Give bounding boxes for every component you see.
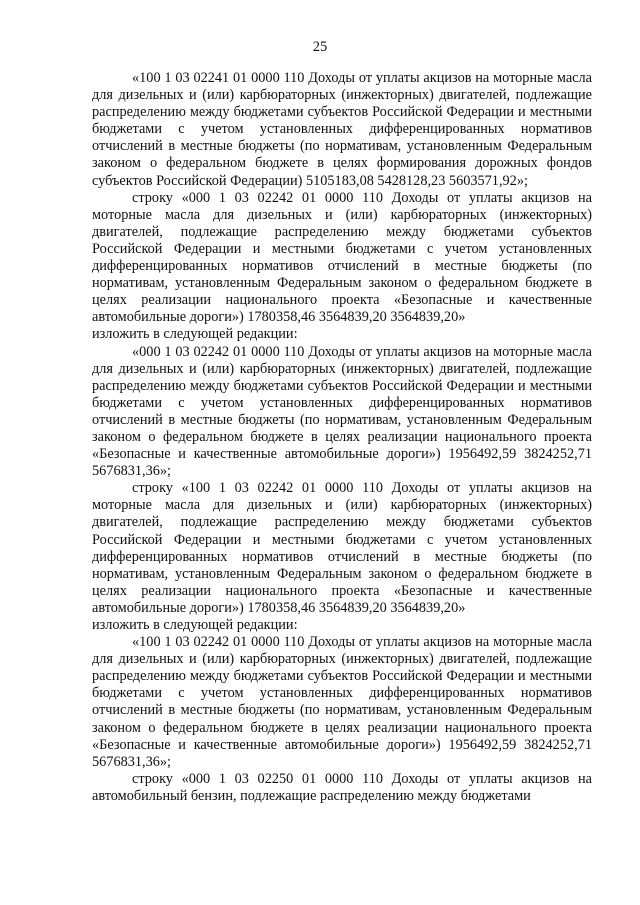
page-number: 25 [312, 39, 328, 55]
paragraph: строку «000 1 03 02250 01 0000 110 Доходы от уплаты акцизов на автомобильный бензин, подлежащие распределению между бюджетами [92, 770, 592, 804]
paragraph: строку «000 1 03 02242 01 0000 110 Доходы от уплаты акцизов на моторные масла для дизельных и (или) карбюраторных (инжекторных) двигателей, подлежащие распределению между бюджетами субъектов Российской Федерации и местными бюджетами с учетом установленных дифференцированных нормативов отчислений в местные бюджеты (по нормативам, установленным Федеральным законом о федеральном бюджете в целях реализации национального проекта «Безопасные и качественные автомобильные дороги») 1780358,46 3564839,20 3564839,20» [92, 189, 592, 326]
paragraph: строку «100 1 03 02242 01 0000 110 Доходы от уплаты акцизов на моторные масла для дизельных и (или) карбюраторных (инжекторных) двигателей, подлежащие распределению между бюджетами субъектов Российской Федерации и местными бюджетами с учетом установленных дифференцированных нормативов отчислений в местные бюджеты (по нормативам, установленным Федеральным законом о федеральном бюджете в целях реализации национального проекта «Безопасные и качественные автомобильные дороги») 1780358,46 3564839,20 3564839,20» [92, 480, 592, 616]
paragraph: «100 1 03 02242 01 0000 110 Доходы от уплаты акцизов на моторные масла для дизельных и (или) карбюраторных (инжекторных) двигателей, подлежащие распределению между бюджетами субъектов Российской Федерации и местными бюджетами с учетом установленных дифференцированных нормативов отчислений в местные бюджеты (по нормативам, установленным Федеральным законом о федеральном бюджете в целях реализации национального проекта «Безопасные и качественные автомобильные дороги») 1956492,59 3824252,71 5676831,36»; [92, 634, 592, 770]
paragraph: «000 1 03 02242 01 0000 110 Доходы от уплаты акцизов на моторные масла для дизельных и (или) карбюраторных (инжекторных) двигателей, подлежащие распределению между бюджетами субъектов Российской Федерации и местными бюджетами с учетом установленных дифференцированных нормативов отчислений в местные бюджеты (по нормативам, установленным Федеральным законом о федеральном бюджете в целях реализации национального проекта «Безопасные и качественные автомобильные дороги») 1956492,59 3824252,71 5676831,36»; [92, 343, 592, 480]
paragraph: изложить в следующей редакции: [92, 617, 298, 633]
paragraph: «100 1 03 02241 01 0000 110 Доходы от уплаты акцизов на моторные масла для дизельных и (или) карбюраторных (инжекторных) двигателей, подлежащие распределению между бюджетами субъектов Российской Федерации и местными бюджетами с учетом установленных дифференцированных нормативов отчислений в местные бюджеты (по нормативам, установленным Федеральным законом о федеральном бюджете в целях формирования дорожных фондов субъектов Российской Федерации) 5105183,08 5428128,23 5603571,92»; [92, 70, 592, 189]
paragraph: изложить в следующей редакции: [92, 326, 298, 343]
document-body [92, 70, 592, 805]
